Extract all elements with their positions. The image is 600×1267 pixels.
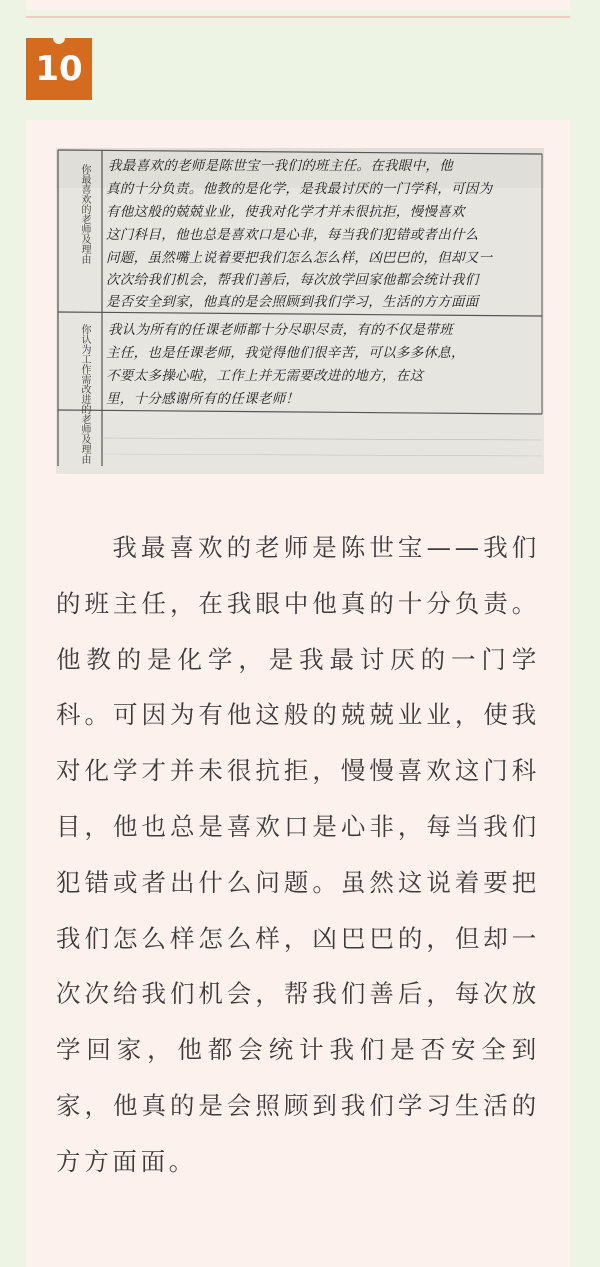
handwriting-line: 这门科目，他也总是喜欢口是心非，每当我们犯错或者出什么 bbox=[106, 227, 479, 243]
handwriting-line: 问题，虽然嘴上说着要把我们怎么怎么样，凶巴巴的，但却又一 bbox=[106, 250, 493, 266]
handwriting-line: 主任，也是任课老师，我觉得他们很辛苦，可以多多休息， bbox=[106, 345, 465, 361]
handwriting-line: 里，十分感谢所有的任课老师！ bbox=[106, 391, 300, 407]
handwritten-form-photo bbox=[56, 148, 544, 474]
section-number-badge bbox=[26, 38, 92, 100]
form-label-favorite-teacher: 你最喜欢的老师及理由 bbox=[79, 164, 90, 264]
handwriting-line: 有他这般的兢兢业业，使我对化学才并未很抗拒，慢慢喜欢 bbox=[106, 204, 465, 220]
section-number: 10 bbox=[35, 49, 83, 89]
article-paragraph bbox=[56, 520, 540, 1190]
article-text: 我最喜欢的老师是陈世宝——我们的班主任，在我眼中他真的十分负责。他教的是化学，是我最讨厌的一门学科。可因为有他这般的兢兢业业，使我对化学才并未很抗拒，慢慢喜欢这门科目，他也总是喜欢口是心非，每当我们犯错或者出什么问题。虽然这说着要把我们怎么样怎么样，凶巴巴的，但却一次次给我们机会，帮我们善后，每次放学回家，他都会统计我们是否安全到家，他真的是会照顾到我们学习生活的方方面面。 bbox=[56, 533, 540, 1176]
handwriting-line: 是否安全到家，他真的是会照顾到我们学习，生活的方方面面 bbox=[106, 294, 479, 310]
previous-card-edge bbox=[26, 0, 570, 10]
section-divider bbox=[26, 16, 570, 18]
content-card bbox=[26, 120, 570, 1267]
handwriting-line: 真的十分负责。他教的是化学，是我最讨厌的一门学科，可因为 bbox=[106, 181, 493, 197]
handwriting-line: 不要太多操心啦，工作上并无需要改进的地方，在这 bbox=[106, 368, 424, 384]
handwriting-line: 次次给我们机会，帮我们善后，每次放学回家他都会统计我们 bbox=[106, 272, 479, 288]
handwriting-line: 我认为所有的任课老师都十分尽职尽责，有的不仅是带班 bbox=[108, 322, 453, 338]
handwriting-line: 我最喜欢的老师是陈世宝一我们的班主任。在我眼中，他 bbox=[108, 158, 453, 174]
form-label-teacher-improve: 你认为工作需改进的老师及理由 bbox=[79, 324, 90, 464]
